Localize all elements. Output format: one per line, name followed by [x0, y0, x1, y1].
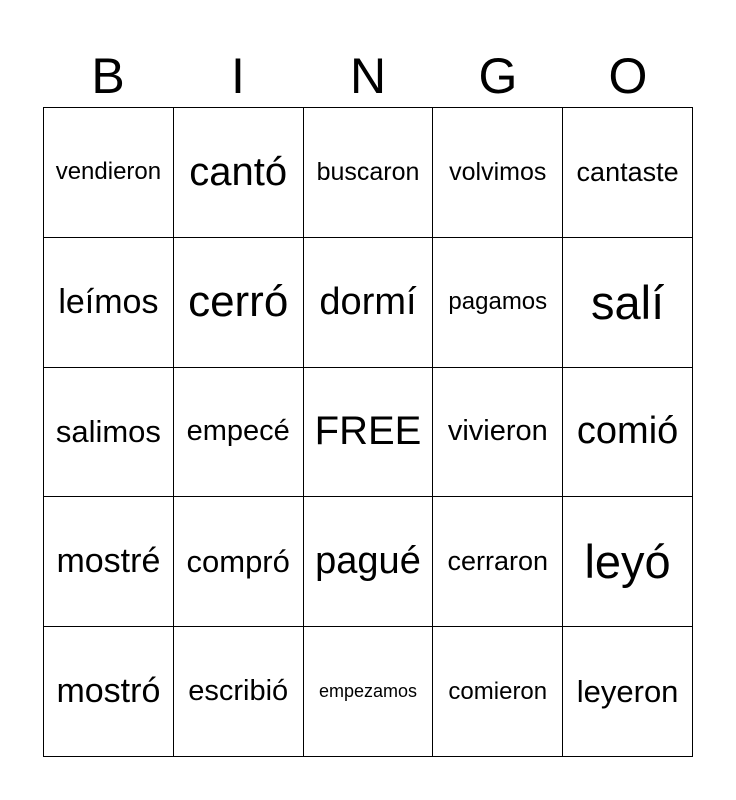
bingo-cell-r2-c4[interactable]: comió	[563, 368, 693, 498]
bingo-cell-r3-c0[interactable]: mostré	[44, 497, 174, 627]
bingo-header	[43, 45, 693, 107]
bingo-cell-r2-c0[interactable]: salimos	[44, 368, 174, 498]
header-letter-b: B	[91, 48, 125, 104]
header-letter-g: G	[478, 48, 518, 104]
bingo-cell-r4-c2[interactable]: empezamos	[304, 627, 434, 757]
bingo-cell-r1-c3[interactable]: pagamos	[433, 238, 563, 368]
bingo-cell-r3-c3[interactable]: cerraron	[433, 497, 563, 627]
bingo-cell-r1-c4[interactable]: salí	[563, 238, 693, 368]
bingo-cell-r3-c1[interactable]: compró	[174, 497, 304, 627]
bingo-cell-r2-c2[interactable]: FREE	[304, 368, 434, 498]
bingo-cell-r0-c0[interactable]: vendieron	[44, 108, 174, 238]
bingo-board	[43, 107, 693, 757]
bingo-cell-r0-c3[interactable]: volvimos	[433, 108, 563, 238]
header-letter-i: I	[231, 48, 245, 104]
header-letter-n: N	[349, 48, 387, 104]
bingo-cell-r0-c1[interactable]: cantó	[174, 108, 304, 238]
bingo-cell-r3-c4[interactable]: leyó	[563, 497, 693, 627]
bingo-cell-r1-c1[interactable]: cerró	[174, 238, 304, 368]
bingo-cell-r4-c1[interactable]: escribió	[174, 627, 304, 757]
bingo-cell-r4-c4[interactable]: leyeron	[563, 627, 693, 757]
bingo-cell-r3-c2[interactable]: pagué	[304, 497, 434, 627]
bingo-cell-r2-c3[interactable]: vivieron	[433, 368, 563, 498]
bingo-cell-r1-c0[interactable]: leímos	[44, 238, 174, 368]
bingo-cell-r2-c1[interactable]: empecé	[174, 368, 304, 498]
header-letter-o: O	[608, 48, 648, 104]
bingo-cell-r0-c2[interactable]: buscaron	[304, 108, 434, 238]
bingo-cell-r4-c3[interactable]: comieron	[433, 627, 563, 757]
bingo-cell-r1-c2[interactable]: dormí	[304, 238, 434, 368]
bingo-cell-r0-c4[interactable]: cantaste	[563, 108, 693, 238]
bingo-cell-r4-c0[interactable]: mostró	[44, 627, 174, 757]
